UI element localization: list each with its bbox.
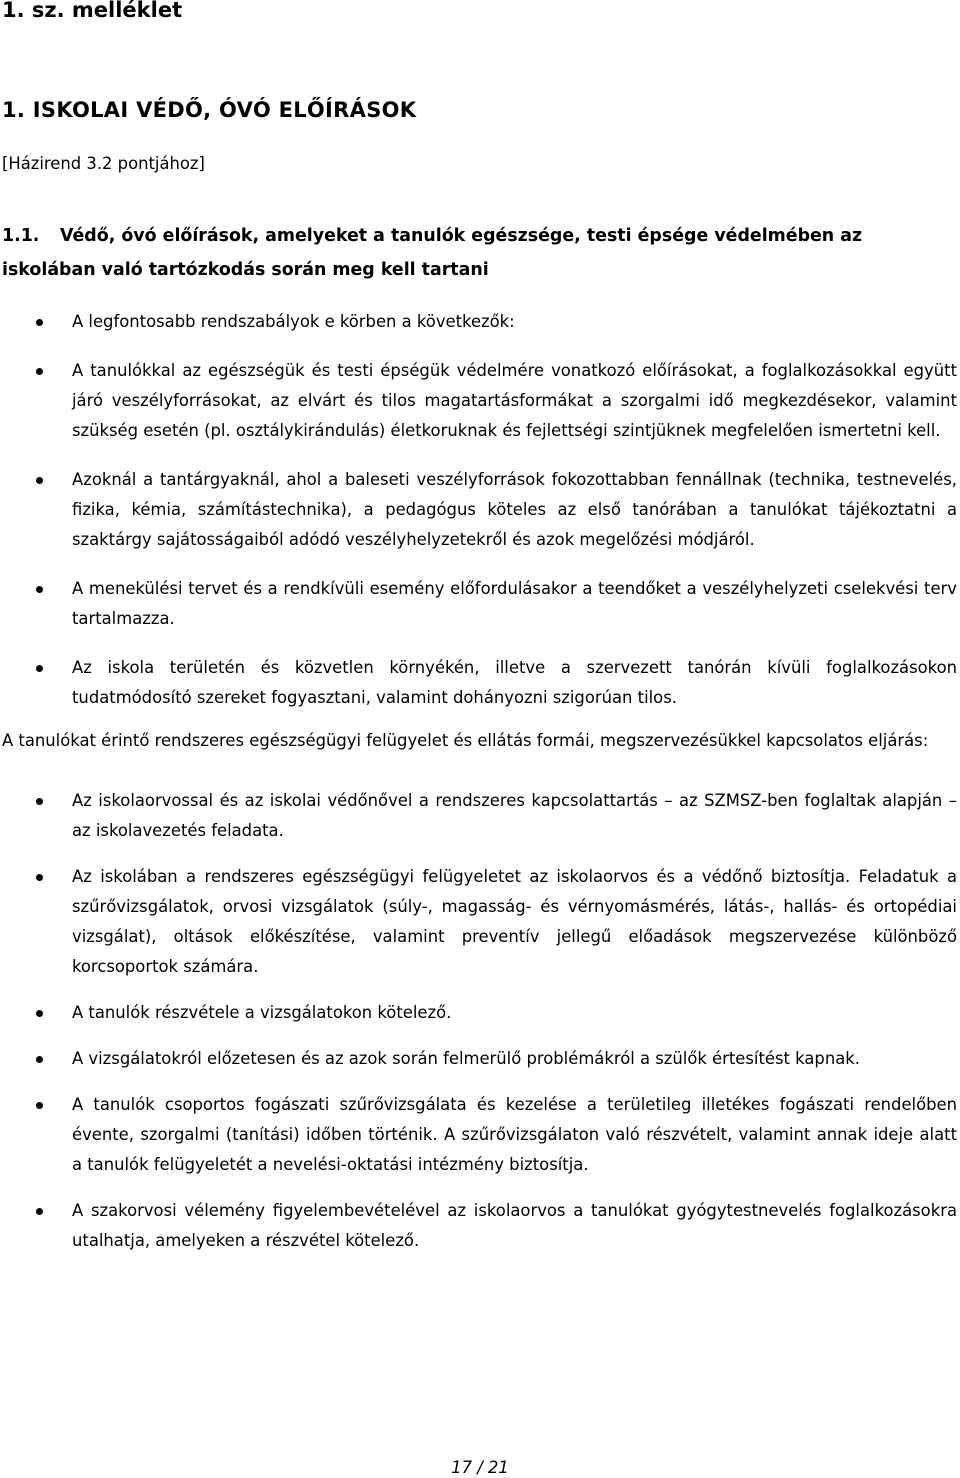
bullet-icon xyxy=(36,1010,43,1017)
bullet-icon xyxy=(36,586,43,593)
list-item-text: Az iskola területén és közvetlen környékén, illetve a szervezett tanórán kívüli foglalkozásokon tudatmódosító szereket fogyasztani, valamint dohányozni szigorúan tilos. xyxy=(72,658,957,707)
list-item xyxy=(0,1090,960,1180)
bullet-icon xyxy=(36,665,43,672)
bullet-icon xyxy=(36,319,43,326)
list-item-text: Az iskolában a rendszeres egészségügyi felügyeletet az iskolaorvos és a védőnő biztosítja. Feladatuk a szűrővizsgálatok, orvosi vizsgálatok (súly-, magasság- és vérnyomásmérés, látás-, hallás- és ortopédiai vizsgálat), oltások előkészítése, valamint preventív jellegű előadások megszervezése különböző korcsoportok számára. xyxy=(72,867,957,976)
list-item-text: Az iskolaorvossal és az iskolai védőnővel a rendszeres kapcsolattartás – az SZMSZ-ben foglaltak alapján – az iskolavezetés feladata. xyxy=(72,791,957,840)
subsection-number: 1.1. xyxy=(2,226,40,246)
bullet-icon xyxy=(36,874,43,881)
list-item-text: A szakorvosi vélemény figyelembevételével az iskolaorvos a tanulókat gyógytestnevelés foglalkozásokra utalhatja, amelyeken a részvétel kötelező. xyxy=(72,1201,957,1250)
bullet-icon xyxy=(36,798,43,805)
page-number: 17 / 21 xyxy=(451,1458,509,1477)
attachment-title: 1. sz. melléklet xyxy=(2,0,183,22)
list-item-text: A tanulók részvétele a vizsgálatokon kötelező. xyxy=(72,1003,452,1022)
rules-list xyxy=(0,307,960,732)
list-item xyxy=(0,653,960,713)
subsection-title: Védő, óvó előírások, amelyeket a tanulók egészsége, testi épsége védelmében az iskolában való tartózkodás során meg kell tartani xyxy=(2,226,863,280)
reference-note: [Házirend 3.2 pontjához] xyxy=(2,154,205,173)
list-item xyxy=(0,998,960,1028)
list-item xyxy=(0,307,960,337)
list-item xyxy=(0,862,960,982)
subsection-heading xyxy=(2,219,912,287)
bullet-icon xyxy=(36,1102,43,1109)
list-item-text: A menekülési tervet és a rendkívüli esemény előfordulásakor a teendőket a veszélyhelyzeti cselekvési terv tartalmazza. xyxy=(72,579,957,628)
list-item xyxy=(0,465,960,555)
list-item xyxy=(0,1196,960,1256)
list-item-text: A tanulókkal az egészségük és testi épségük védelmére vonatkozó előírásokat, a foglalkozásokkal együtt járó veszélyforrásokat, az elvárt és tilos magatartásformákat a szorgalmi idő megkezdésekor, valamint szükség esetén (pl. osztálykirándulás) életkoruknak és fejlettségi szintjüknek megfelelően ismertetni kell. xyxy=(72,361,957,440)
bullet-icon xyxy=(36,477,43,484)
list-item-text: Azoknál a tantárgyaknál, ahol a baleseti veszélyforrások fokozottabban fennállnak (technika, testnevelés, fizika, kémia, számítástechnika), a pedagógus köteles az első tanórában a tanulókat tájékoztatni a szaktárgy sajátosságaiból adódó veszélyhelyzetekről és azok megelőzési módjáról. xyxy=(72,470,957,549)
list-item xyxy=(0,574,960,634)
list-item xyxy=(0,786,960,846)
list-item-text: A legfontosabb rendszabályok e körben a következők: xyxy=(72,312,515,331)
list-item-text: A vizsgálatokról előzetesen és az azok során felmerülő problémákról a szülők értesítést kapnak. xyxy=(72,1049,860,1068)
list-item xyxy=(0,1044,960,1074)
list-item xyxy=(0,356,960,446)
bullet-icon xyxy=(36,368,43,375)
health-supervision-paragraph: A tanulókat érintő rendszeres egészségügyi felügyelet és ellátás formái, megszervezésükkel kapcsolatos eljárás: xyxy=(2,731,929,750)
bullet-icon xyxy=(36,1056,43,1063)
health-list xyxy=(0,786,960,1272)
bullet-icon xyxy=(36,1208,43,1215)
list-item-text: A tanulók csoportos fogászati szűrővizsgálata és kezelése a területileg illetékes fogászati rendelőben évente, szorgalmi (tanítási) időben történik. A szűrővizsgálaton való részvételt, valamint annak ideje alatt a tanulók felügyeletét a nevelési-oktatási intézmény biztosítja. xyxy=(72,1095,957,1174)
section-heading: 1. ISKOLAI VÉDŐ, ÓVÓ ELŐÍRÁSOK xyxy=(2,98,417,122)
